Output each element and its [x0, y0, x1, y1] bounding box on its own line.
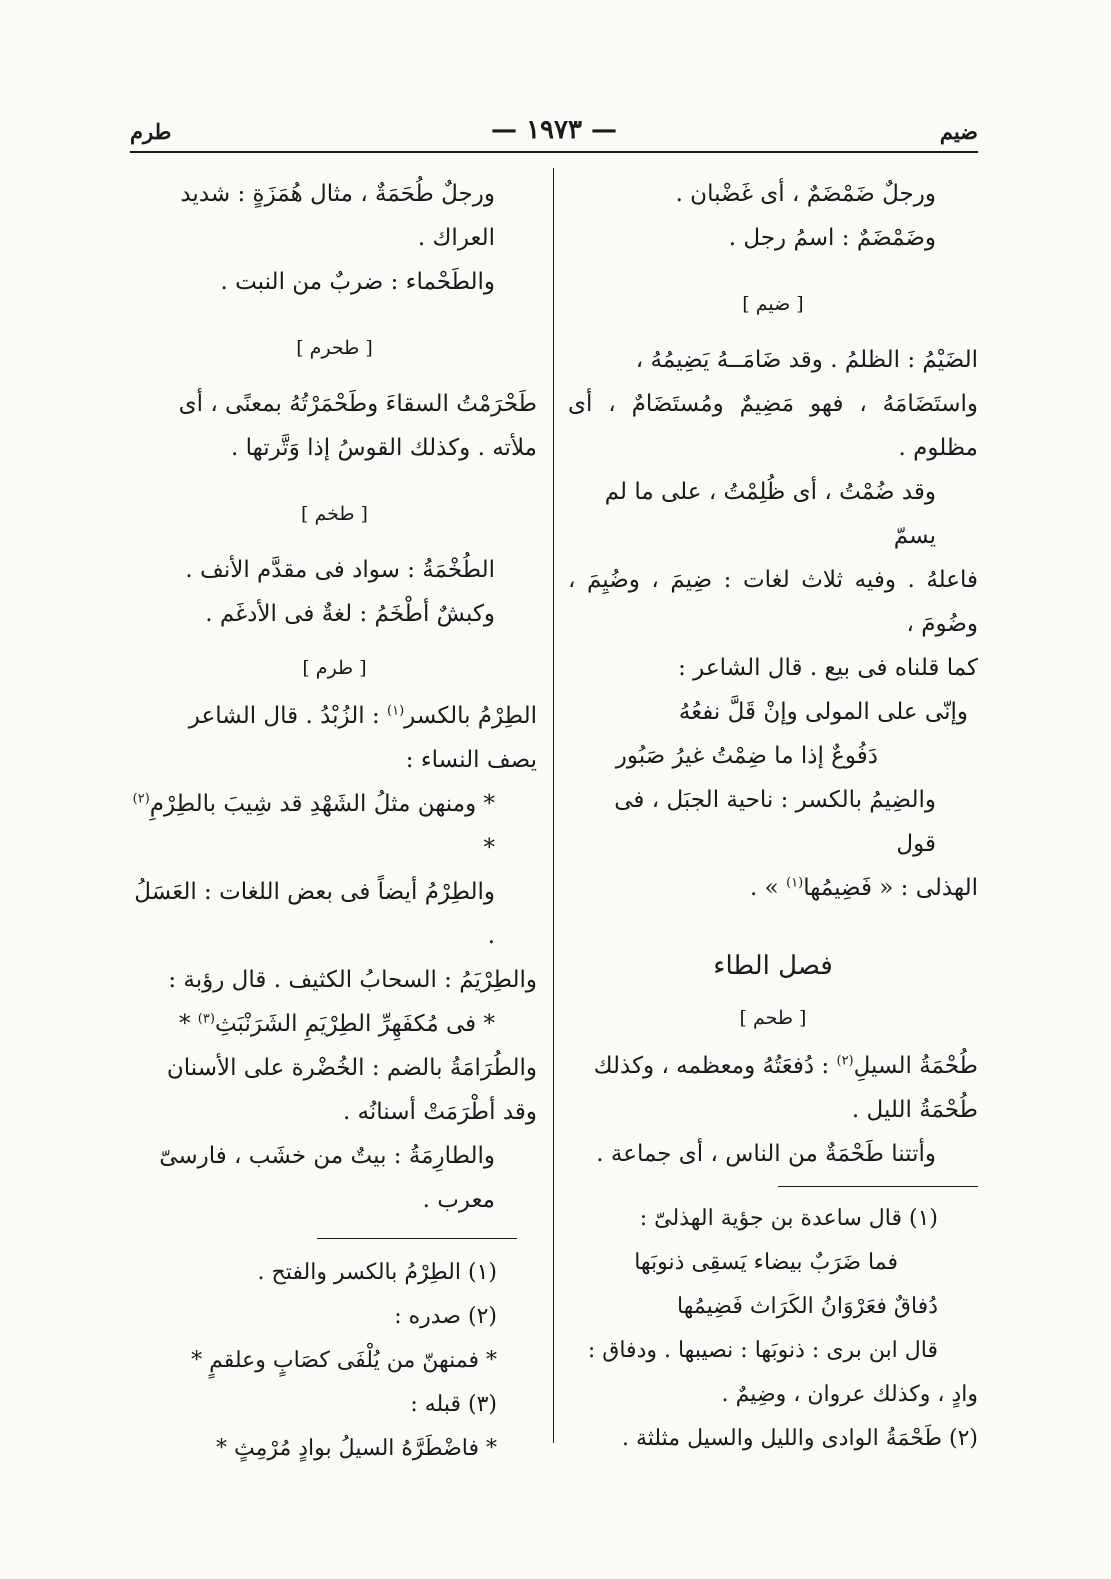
left-column — [132, 172, 537, 1471]
entry-heading: [ ضيم ] — [742, 293, 804, 315]
footnote-verse: * فاضْطَرَّهُ السيلُ بوادٍ مُرْمِثٍ * — [215, 1436, 497, 1461]
text-line: الضَيْمُ : الظلمُ . وقد ضَامَــهُ يَضِيمُهُ ، — [635, 347, 978, 373]
text-line: والطِرْيَمُ : السحابُ الكثيف . قال رؤبة : — [168, 967, 537, 993]
text-fragment: » . — [750, 875, 779, 901]
footnote-ref: (٢) — [132, 791, 150, 807]
header-entry-end: طرم — [130, 119, 172, 144]
verse-line: وإنّى على المولى وإنْ قَلَّ نفعُهُ — [678, 699, 968, 725]
footnote-line: (١) قال ساعدة بن جؤية الهذلىّ : — [639, 1206, 938, 1231]
text-line: وقد ضُمْتُ ، أى ظُلِمْتُ ، على ما لم يسمّ — [604, 479, 936, 549]
text-line: ورجلٌ طُحَمَةٌ ، مثال هُمَزَةٍ : شديد العراك . — [180, 181, 495, 251]
text-fragment: : دُفعَتُهُ ومعظمه ، وكذلك — [593, 1053, 830, 1079]
text-fragment: * فى مُكفَهِرِّ الطِرْيَمِ الشَرَنْبَثِ — [214, 1011, 495, 1037]
footnote-line: (٢) طَحْمَةُ الوادى والليل والسيل مثلثة . — [621, 1426, 978, 1451]
text-line: كما قلناه فى بيع . قال الشاعر : — [678, 655, 978, 681]
text-line — [132, 694, 537, 738]
entry-heading: [ طخم ] — [301, 503, 368, 525]
text-fragment: * ومنهن مثلُ الشَهْدِ قد شِيبَ بالطِرْمِ — [149, 791, 495, 817]
text-line: والطِرْمُ أيضاً فى بعض اللغات : العَسَلُ . — [134, 879, 495, 949]
right-column — [568, 172, 978, 1461]
footnote-line: وادٍ ، وكذلك عروان ، وضِيمٌ . — [721, 1382, 978, 1407]
footnote-line: قال ابن برى : ذنوبَها : نصيبها . ودفاق : — [587, 1338, 938, 1363]
entry-heading: [ طرم ] — [302, 657, 367, 679]
text-line: ملأته . وكذلك القوسُ إذا وَتَّرتها . — [230, 435, 537, 461]
column-divider — [553, 168, 554, 1443]
footnote-ref: (٣) — [197, 1011, 215, 1027]
footnote-rule — [778, 1186, 978, 1187]
text-line: يصف النساء : — [405, 747, 537, 773]
footnote-ref: (١) — [387, 703, 405, 719]
text-line — [568, 866, 978, 910]
header-entry-start: ضيم — [939, 119, 978, 144]
text-line: فاعلهُ . وفيه ثلاث لغات : ضِيمَ ، وضُيِمَ ، وضُومَ ، — [568, 567, 978, 637]
footnote-verse: فما ضَرَبٌ بيضاء يَسقِى ذنوبَها — [634, 1250, 898, 1275]
text-line: الطُخْمَةُ : سواد فى مقدَّم الأنف . — [185, 557, 495, 583]
section-title: فصل الطاء — [713, 951, 833, 981]
page-number: — ١٩٧٣ — — [491, 115, 617, 145]
footnote-line: (٣) قبله : — [410, 1392, 497, 1417]
text-line: طُحْمَةُ الليل . — [851, 1097, 978, 1123]
text-line — [568, 1044, 978, 1088]
text-line: واستَضَامَهُ ، فهو مَضِيمٌ ومُستَضَامٌ ، أى مظلوم . — [568, 391, 978, 461]
text-line: ورجلٌ ضَمْضَمٌ ، أى غَضْبان . — [675, 181, 936, 207]
text-line: والضِيمُ بالكسر : ناحية الجبَل ، فى قول — [614, 787, 936, 857]
text-fragment: الهذلى : « فَضِيمُها — [803, 875, 978, 901]
verse-line — [132, 782, 537, 870]
verse-line: دَفُوعٌ إذا ما ضِمْتُ غيرُ صَبُور — [615, 743, 878, 769]
footnote-ref: (١) — [786, 875, 804, 891]
entry-heading: [ طحم ] — [739, 1007, 807, 1029]
text-fragment: الطِرْمُ بالكسر — [404, 703, 537, 729]
entry-heading: [ طحرم ] — [296, 337, 373, 359]
text-line: طَحْرَمْتُ السقاءَ وطَحْمَرْتُهُ بمعنًى ، أى — [178, 391, 537, 417]
text-line: والطارِمَةُ : بيتٌ من خشَب ، فارسىّ معرب . — [159, 1143, 495, 1213]
text-line: وأتتنا طَحْمَةٌ من الناس ، أى جماعة . — [596, 1141, 936, 1167]
text-line: وقد أطْرَمَتْ أسنانُه . — [342, 1099, 537, 1125]
text-line: وضَمْضَمٌ : اسمُ رجل . — [728, 225, 936, 251]
page-header — [130, 115, 978, 155]
footnote-verse: * فمنهنّ من يُلْفَى كصَابٍ وعلقمٍ * — [191, 1348, 497, 1373]
footnote-line: (١) الطِرْمُ بالكسر والفتح . — [257, 1260, 497, 1285]
text-line: وكبشٌ أطْخَمُ : لغةٌ فى الأدغَم . — [205, 601, 495, 627]
text-fragment: * — [178, 1011, 191, 1037]
footnote-line: (٢) صدره : — [394, 1304, 497, 1329]
text-fragment: : الزُبْدُ . قال الشاعر — [188, 703, 380, 729]
text-line: والطَحْماء : ضربٌ من النبت . — [220, 269, 495, 295]
text-fragment: * — [483, 835, 495, 861]
text-fragment: طُحْمَةُ السيلِ — [853, 1053, 978, 1079]
footnote-rule — [317, 1238, 517, 1239]
footnote-verse: دُفاقٌ فعَرْوَانُ الكَرَاث فَضِيمُها — [677, 1294, 938, 1319]
verse-line — [132, 1002, 537, 1046]
header-rule — [130, 151, 978, 153]
footnote-ref: (٢) — [836, 1053, 854, 1069]
text-line: والطُرَامَةُ بالضم : الخُضْرة على الأسنان — [166, 1055, 537, 1081]
